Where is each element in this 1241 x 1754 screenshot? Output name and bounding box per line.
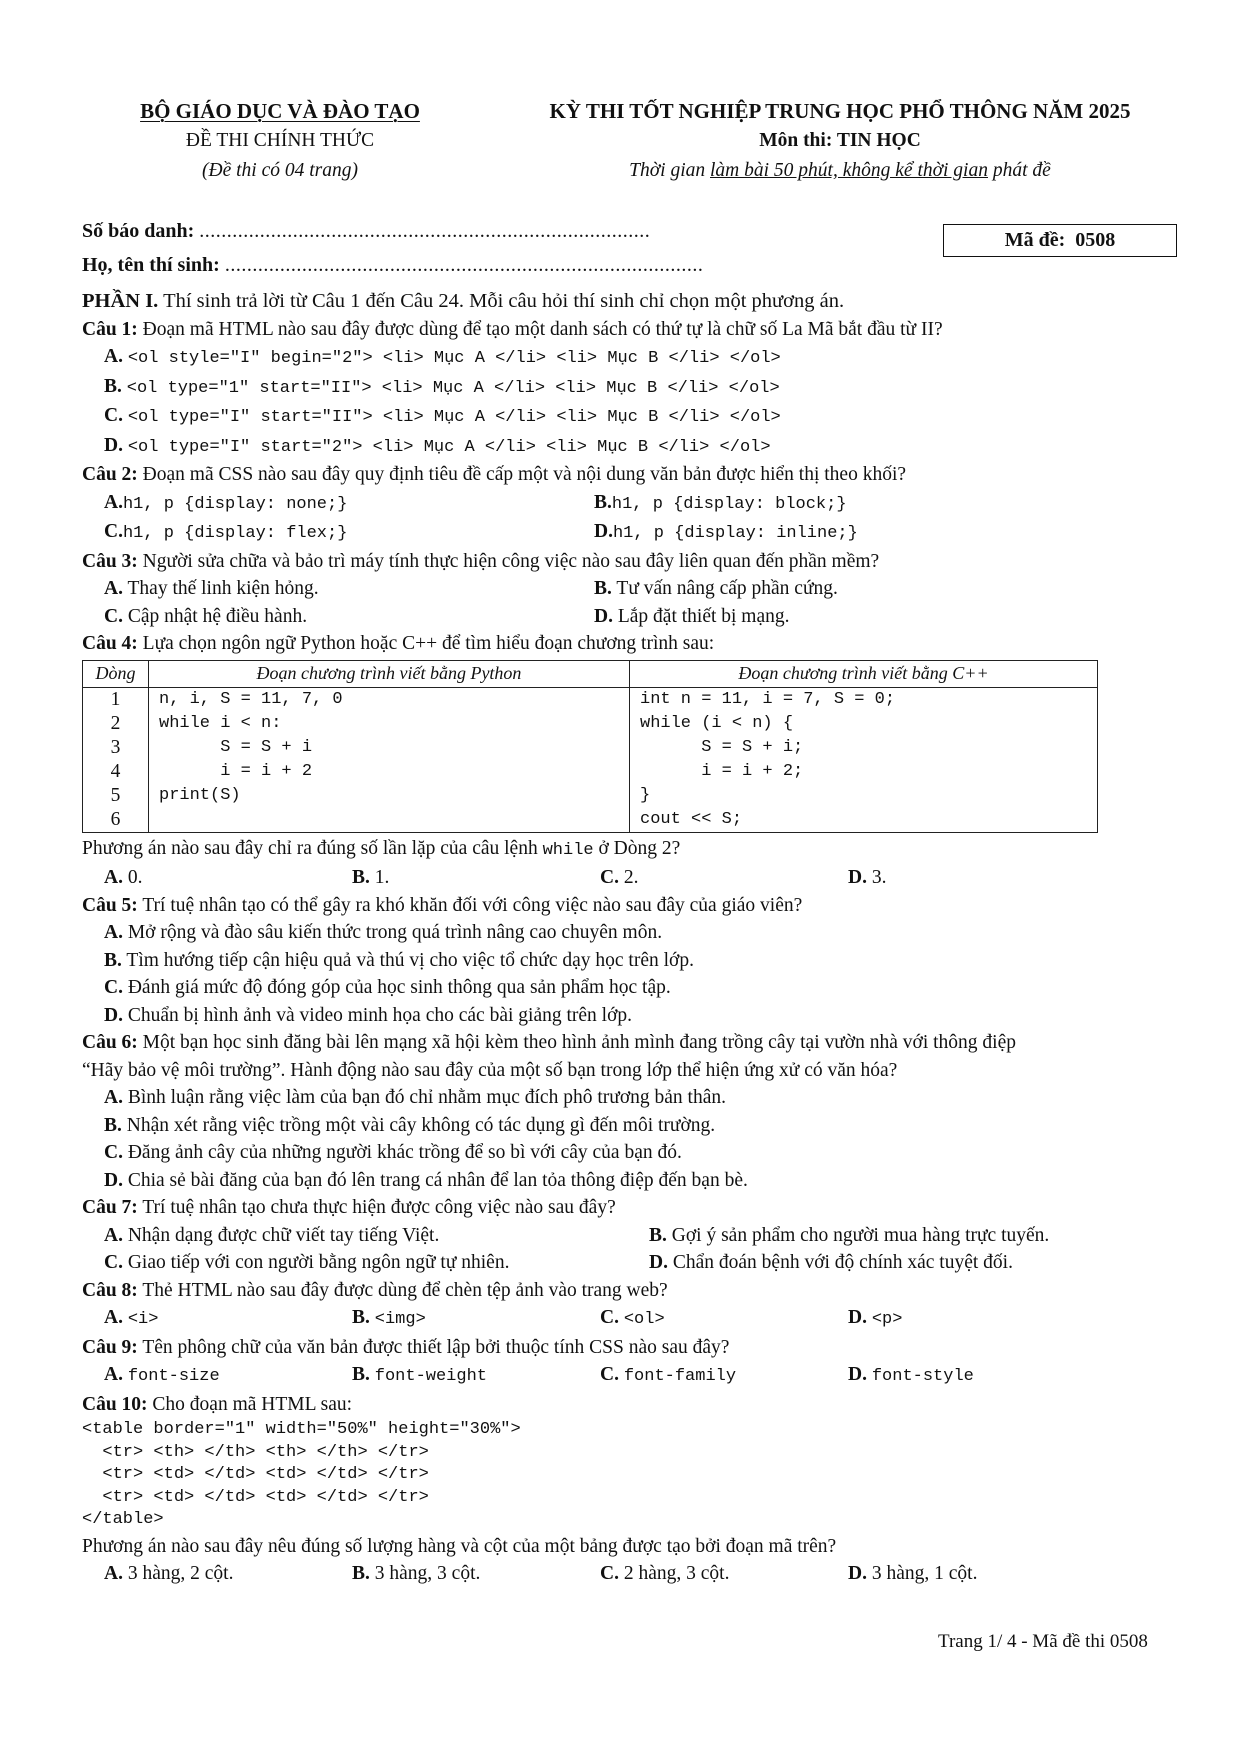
letter-b: B. (104, 375, 122, 397)
q9-a-text: font-size (127, 1367, 220, 1386)
part1-text: Thí sinh trả lời từ Câu 1 đến Câu 24. Mỗi câu hỏi thí sinh chỉ chọn một phương án. (158, 290, 845, 312)
q8-option-b[interactable] (352, 1304, 600, 1334)
q3-d-text: Lắp đặt thiết bị mạng. (617, 605, 790, 627)
letter-d: D. (594, 605, 613, 627)
q1-d-text: <ol type="I" start="2"> <li> Mục A </li> <li> Mục B </li> </ol> (127, 437, 771, 457)
q6-a-text: Bình luận rằng việc làm của bạn đó chỉ nhằm mục đích phô trương bản thân. (127, 1087, 726, 1108)
q7-option-c[interactable] (104, 1249, 649, 1277)
part1-heading (82, 288, 1182, 316)
q5-option-d[interactable] (104, 1002, 1182, 1030)
q10-d-text: 3 hàng, 1 cột. (871, 1563, 978, 1584)
q5-option-c[interactable] (104, 974, 1182, 1002)
q10-question: Phương án nào sau đây nêu đúng số lượng hàng và cột của một bảng được tạo bởi đoạn mã trên? (82, 1535, 837, 1557)
sbd-label: Số báo danh: (82, 220, 195, 242)
q6-option-a[interactable] (104, 1084, 1182, 1112)
q9-options (104, 1361, 1182, 1391)
q3-label: Câu 3: (82, 550, 138, 572)
q7-options-row1 (104, 1222, 1182, 1250)
question-10 (82, 1391, 1182, 1419)
q8-text: Thẻ HTML nào sau đây được dùng để chèn tệp ảnh vào trang web? (137, 1279, 668, 1301)
letter-c: C. (104, 1142, 123, 1163)
q1-c-text: <ol type="I" start="II"> <li> Mục A </li> <li> Mục B </li> </ol> (127, 408, 781, 427)
q4-code-table (82, 660, 1098, 833)
line-number: 1 (110, 688, 121, 710)
time-note-pre: Thời gian (629, 160, 711, 181)
question-6-cont: “Hãy bảo vệ môi trường”. Hành động nào sau đây của một số bạn trong lớp thể hiện ứng xử có văn hóa? (82, 1059, 898, 1081)
letter-d: D. (848, 1307, 867, 1328)
q3-b-text: Tư vấn nâng cấp phần cứng. (616, 578, 838, 599)
letter-d: D. (848, 867, 867, 888)
time-note-mid: làm bài 50 phút, không kể thời gian (710, 160, 988, 181)
q4-question-code: while (542, 840, 594, 860)
cpp-line: int n = 11, i = 7, S = 0; (640, 689, 896, 709)
col-cpp: Đoạn chương trình viết bằng C++ (630, 660, 1098, 687)
letter-a: A. (104, 1307, 123, 1328)
q4-text: Lựa chọn ngôn ngữ Python hoặc C++ để tìm hiểu đoạn chương trình sau: (137, 633, 715, 654)
q3-option-a[interactable] (104, 575, 594, 603)
q1-option-c[interactable] (104, 402, 1182, 432)
q7-text: Trí tuệ nhân tạo chưa thực hiện được công việc nào sau đây? (137, 1197, 616, 1218)
q6-b-text: Nhận xét rằng việc trồng một vài cây không có tác dụng gì đến môi trường. (126, 1114, 716, 1136)
q2-options-row1 (104, 489, 1182, 519)
line-number: 4 (110, 760, 121, 782)
python-line: S = S + i (159, 737, 313, 757)
q10-code: <table border="1" width="50%" height="30%"> <tr> <th> </th> <th> </th> </tr> <tr> <td> </td> <td> </td> </tr> <tr> <td> </td> <td> </td> </tr> </table> (82, 1420, 521, 1529)
q8-a-text: <i> (127, 1310, 159, 1329)
letter-b: B. (352, 867, 370, 888)
q4-option-b[interactable] (352, 864, 600, 892)
q7-a-text: Nhận dạng được chữ viết tay tiếng Việt. (127, 1224, 440, 1246)
line-number: 5 (110, 784, 121, 806)
q3-option-b[interactable] (594, 575, 1084, 603)
q4-label: Câu 4: (82, 633, 138, 654)
q7-d-text: Chẩn đoán bệnh với độ chính xác tuyệt đối. (672, 1252, 1013, 1273)
question-1 (82, 316, 1182, 344)
time-note-post: phát đề (987, 160, 1051, 181)
q2-c-text: h1, p {display: flex;} (122, 524, 348, 543)
q4-table-body (83, 687, 1098, 832)
q5-c-text: Đánh giá mức độ đóng góp của học sinh thông qua sản phẩm học tập. (127, 977, 671, 998)
q1-option-b[interactable] (104, 373, 1182, 403)
letter-a: A. (104, 1563, 123, 1584)
cpp-line: S = S + i; (640, 737, 804, 757)
letter-c: C. (600, 1364, 619, 1385)
python-line: print(S) (159, 785, 241, 805)
q9-option-d[interactable] (848, 1361, 1096, 1391)
letter-b: B. (649, 1224, 667, 1246)
q2-option-b[interactable] (594, 489, 1084, 519)
letter-b: B. (352, 1563, 370, 1584)
letter-c: C. (104, 977, 123, 998)
q1-a-text: <ol style="I" begin="2"> <li> Mục A </li> <li> Mục B </li> </ol> (127, 349, 781, 368)
question-4 (82, 630, 1182, 658)
q9-c-text: font-family (623, 1367, 737, 1386)
q4-question (82, 835, 1182, 865)
q5-a-text: Mở rộng và đào sâu kiến thức trong quá trình nâng cao chuyên môn. (127, 922, 663, 943)
letter-c: C. (600, 867, 619, 888)
letter-a: A. (104, 346, 123, 367)
q2-option-c[interactable] (104, 518, 594, 548)
q7-options-row2 (104, 1249, 1182, 1277)
python-line: n, i, S = 11, 7, 0 (159, 689, 343, 709)
q5-option-b[interactable] (104, 947, 1182, 975)
q4-options (104, 864, 1182, 892)
letter-b: B. (104, 1114, 122, 1136)
python-line: i = i + 2 (159, 761, 313, 781)
q7-b-text: Gợi ý sản phẩm cho người mua hàng trực tuyến. (671, 1224, 1050, 1246)
q4-option-d[interactable] (848, 864, 1096, 892)
q5-b-text: Tìm hướng tiếp cận hiệu quả và thú vị cho việc tổ chức dạy học trên lớp. (126, 949, 694, 971)
q6-d-text: Chia sẻ bài đăng của bạn đó lên trang cá nhân để lan tỏa thông điệp đến bạn bè. (127, 1169, 748, 1191)
q3-options-row2 (104, 603, 1182, 631)
q3-option-c[interactable] (104, 603, 594, 631)
question-2 (82, 461, 1182, 489)
q4-option-a[interactable] (104, 864, 352, 892)
questions (82, 288, 1182, 1588)
q1-option-d[interactable] (104, 432, 1182, 462)
page-footer: Trang 1/ 4 - Mã đề thi 0508 (938, 1631, 1148, 1652)
letter-d: D. (104, 1004, 123, 1026)
q4-question-pre: Phương án nào sau đây chỉ ra đúng số lần lặp của câu lệnh (82, 837, 543, 859)
q9-option-a[interactable] (104, 1361, 352, 1391)
q7-option-b[interactable] (649, 1222, 1139, 1250)
exam-title: KỲ THI TỐT NGHIỆP TRUNG HỌC PHỔ THÔNG NĂM 2025 (549, 99, 1131, 123)
letter-b: B. (594, 491, 612, 513)
q10-b-text: 3 hàng, 3 cột. (374, 1563, 481, 1584)
q8-option-c[interactable] (600, 1304, 848, 1334)
q8-label: Câu 8: (82, 1279, 138, 1301)
exam-code-label: Mã đề: (1004, 229, 1066, 251)
letter-c: C. (104, 605, 123, 627)
q9-option-b[interactable] (352, 1361, 600, 1391)
page-count: (Đề thi có 04 trang) (202, 160, 358, 181)
q6-label: Câu 6: (82, 1032, 138, 1053)
letter-d: D. (649, 1252, 668, 1273)
letter-c: C. (104, 521, 123, 542)
line-numbers (83, 687, 149, 832)
q8-d-text: <p> (871, 1310, 903, 1329)
letter-a: A. (104, 491, 123, 513)
cpp-line: while (i < n) { (640, 713, 794, 733)
q2-option-a[interactable] (104, 489, 594, 519)
letter-b: B. (594, 578, 612, 599)
header-right (510, 96, 1170, 186)
q8-b-text: <img> (374, 1310, 426, 1329)
q7-label: Câu 7: (82, 1197, 138, 1218)
q6-option-d[interactable] (104, 1167, 1182, 1195)
q2-label: Câu 2: (82, 464, 138, 485)
letter-d: D. (848, 1364, 867, 1385)
q8-c-text: <ol> (623, 1310, 665, 1329)
q10-a-text: 3 hàng, 2 cột. (127, 1563, 234, 1584)
time-note (510, 156, 1170, 186)
subject-label: Môn thi: TIN HỌC (759, 130, 921, 151)
q4-b-text: 1. (374, 867, 390, 888)
letter-d: D. (594, 521, 613, 542)
letter-b: B. (352, 1364, 370, 1385)
col-python: Đoạn chương trình viết bằng Python (149, 660, 630, 687)
python-code (149, 687, 630, 832)
q4-question-post: ở Dòng 2? (593, 837, 681, 859)
name-field[interactable]: ....................................................................................... (224, 254, 704, 276)
q9-text: Tên phông chữ của văn bản được thiết lập bởi thuộc tính CSS nào sau đây? (137, 1336, 730, 1358)
name-label: Họ, tên thí sinh: (82, 254, 220, 276)
q8-option-a[interactable] (104, 1304, 352, 1334)
exam-code-box (943, 224, 1177, 257)
q3-a-text: Thay thế linh kiện hỏng. (127, 578, 319, 599)
candidate-info (82, 214, 703, 282)
q1-text: Đoạn mã HTML nào sau đây được dùng để tạo một danh sách có thứ tự là chữ số La Mã bắt đầu từ II? (137, 318, 943, 340)
q1-option-a[interactable] (104, 343, 1182, 373)
q2-option-d[interactable] (594, 518, 1084, 548)
header-left (90, 96, 470, 186)
question-6 (82, 1029, 1182, 1057)
letter-c: C. (600, 1563, 619, 1584)
q3-options-row1 (104, 575, 1182, 603)
sbd-field[interactable]: .................................................................................. (199, 220, 651, 242)
q2-text: Đoạn mã CSS nào sau đây quy định tiêu đề cấp một và nội dung văn bản được hiển thị theo khối? (137, 464, 907, 485)
q10-option-d[interactable] (848, 1560, 1096, 1588)
q10-label: Câu 10: (82, 1393, 148, 1415)
q7-option-d[interactable] (649, 1249, 1139, 1277)
q2-d-text: h1, p {display: inline;} (612, 524, 858, 543)
official-label: ĐỀ THI CHÍNH THỨC (185, 130, 375, 151)
letter-b: B. (352, 1307, 370, 1328)
letter-d: D. (104, 434, 123, 456)
q7-option-a[interactable] (104, 1222, 649, 1250)
q4-table-header (83, 660, 1098, 687)
python-line: while i < n: (159, 713, 282, 733)
question-8 (82, 1277, 1182, 1305)
q2-b-text: h1, p {display: block;} (611, 494, 847, 514)
python-line (159, 808, 619, 832)
q4-a-text: 0. (127, 867, 143, 888)
cpp-code (630, 687, 1098, 832)
line-number: 2 (110, 712, 121, 734)
q10-options (104, 1560, 1182, 1588)
letter-c: C. (104, 405, 123, 426)
q9-label: Câu 9: (82, 1336, 138, 1358)
letter-c: C. (600, 1307, 619, 1328)
q10-c-text: 2 hàng, 3 cột. (623, 1563, 730, 1584)
cpp-line: } (640, 785, 651, 805)
q1-b-text: <ol type="1" start="II"> <li> Mục A </li> <li> Mục B </li> </ol> (126, 378, 780, 398)
q5-option-a[interactable] (104, 919, 1182, 947)
letter-d: D. (848, 1563, 867, 1584)
cpp-line: i = i + 2; (640, 761, 804, 781)
q10-option-c[interactable] (600, 1560, 848, 1588)
part1-label: PHẦN I. (82, 290, 159, 312)
q2-a-text: h1, p {display: none;} (122, 494, 348, 514)
q10-option-b[interactable] (352, 1560, 600, 1588)
q9-d-text: font-style (871, 1367, 974, 1386)
q9-b-text: font-weight (374, 1367, 487, 1386)
col-line: Dòng (83, 660, 149, 687)
q6-option-b[interactable] (104, 1112, 1182, 1140)
cpp-line: cout << S; (640, 809, 743, 829)
letter-a: A. (104, 578, 123, 599)
q4-c-text: 2. (623, 867, 639, 888)
question-7 (82, 1194, 1182, 1222)
letter-a: A. (104, 867, 123, 888)
letter-b: B. (104, 949, 122, 971)
letter-c: C. (104, 1252, 123, 1273)
q3-text: Người sửa chữa và bảo trì máy tính thực hiện công việc nào sau đây liên quan đến phần mềm? (137, 550, 880, 572)
q8-options (104, 1304, 1182, 1334)
line-number: 3 (110, 736, 121, 758)
q9-option-c[interactable] (600, 1361, 848, 1391)
q5-label: Câu 5: (82, 894, 138, 916)
q3-c-text: Cập nhật hệ điều hành. (127, 605, 308, 627)
q2-options-row2 (104, 518, 1182, 548)
question-9 (82, 1334, 1182, 1362)
q5-text: Trí tuệ nhân tạo có thể gây ra khó khăn đối với công việc nào sau đây của giáo viên? (137, 894, 803, 916)
question-5 (82, 892, 1182, 920)
q6-option-c[interactable] (104, 1139, 1182, 1167)
ministry-name: BỘ GIÁO DỤC VÀ ĐÀO TẠO (140, 99, 420, 123)
q6-c-text: Đăng ảnh cây của những người khác trồng để so bì với cây của bạn đó. (127, 1142, 682, 1163)
q10-text: Cho đoạn mã HTML sau: (147, 1393, 353, 1415)
q10-option-a[interactable] (104, 1560, 352, 1588)
letter-a: A. (104, 922, 123, 943)
letter-a: A. (104, 1087, 123, 1108)
question-3 (82, 548, 1182, 576)
q3-option-d[interactable] (594, 603, 1084, 631)
q7-c-text: Giao tiếp với con người bằng ngôn ngữ tự nhiên. (127, 1252, 510, 1273)
letter-d: D. (104, 1169, 123, 1191)
q4-d-text: 3. (871, 867, 887, 888)
q4-option-c[interactable] (600, 864, 848, 892)
q1-label: Câu 1: (82, 318, 138, 340)
q8-option-d[interactable] (848, 1304, 1096, 1334)
exam-code-value: 0508 (1075, 229, 1116, 251)
letter-a: A. (104, 1364, 123, 1385)
letter-a: A. (104, 1224, 123, 1246)
q6-text1: Một bạn học sinh đăng bài lên mạng xã hội kèm theo hình ảnh mình đang trồng cây tại vườn nhà với thông điệp (137, 1032, 1016, 1053)
line-number: 6 (110, 808, 121, 830)
q5-d-text: Chuẩn bị hình ảnh và video minh họa cho các bài giảng trên lớp. (127, 1004, 633, 1026)
